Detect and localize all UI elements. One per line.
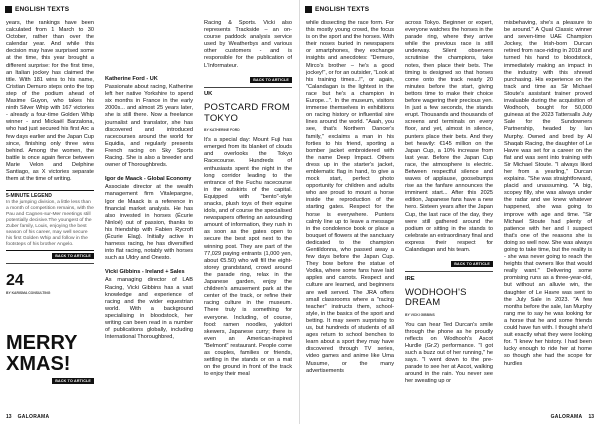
back-to-article-button[interactable]: BACK TO ARTICLE: [451, 261, 493, 267]
contributor-name: Igor de Maack - Global Economy: [105, 176, 192, 183]
article-body: [204, 20, 292, 70]
header-square-icon: [305, 6, 312, 13]
page-number-large: 24: [6, 271, 24, 289]
paragraph: Racing & Sports. Vicki also represents Trackside – an on-course paddock analysis service used by Weatherbys and various other customers - and is responsible for the publication of L'Informateur.: [204, 20, 292, 69]
merry-xmas-heading: MERRY XMAS!: [6, 331, 78, 375]
page-footer: [551, 414, 594, 420]
divider: [204, 87, 292, 88]
header-square-icon: [5, 6, 12, 13]
article-title: POSTCARD FROM TOKYO: [204, 102, 290, 124]
magazine-brand: GALORAMA: [550, 414, 583, 420]
legend-title: 5-MINUTE LEGEND: [6, 193, 52, 200]
divider: [6, 263, 94, 264]
article-body: [405, 322, 493, 386]
magazine-brand: GALORAMA: [17, 414, 50, 420]
region-tag: IRE: [405, 275, 415, 282]
section-header: [5, 5, 69, 14]
contributor-bio: Passionate about racing, Katherine left her native Yorkshire to spend six months in France in the early 2000s... and almost 25 years later, she is still there. Now a freelance journalist and translator, she has discovered and introduced racecourses around the world for Equidia, and regularly presents French racing on Sky Sports Racing. She is also a breeder and owner of Thoroughbreds.: [105, 84, 193, 169]
divider: [405, 271, 493, 272]
byline: BY KARISMA CONSULTING: [6, 290, 51, 295]
back-to-article-button[interactable]: BACK TO ARTICLE: [250, 77, 292, 83]
region-tag: UK: [204, 91, 213, 98]
contributor-bio: As managing director of LAB Racing, Vicki Gibbins has a vast knowledge and experience of racing and the wider equestrian world. With a background specialising in bloodstock, her writing can been read in a number of publications globally, including International Thoroughbred,: [105, 277, 193, 341]
contributor-name: Vicki Gibbins - Ireland + Sales: [105, 269, 185, 276]
section-header-title: ENGLISH TEXTS: [15, 6, 70, 13]
page-number: 13: [6, 414, 12, 420]
page-number: 13: [588, 414, 594, 420]
page-footer: [6, 414, 49, 420]
article-body: [204, 137, 292, 378]
right-page: [300, 0, 600, 424]
paragraph: You can hear Ted Durcan's smile through the phone as he proudly reflects on Wodhooh's Ascot Hurdle (Gr.2) performance. "I got such a buzz out of her running," he says. "I went down to the pre-parade to see her at Ascot, walking around in the rain. You never see her sweating up or: [405, 321, 493, 385]
right-column-3: [504, 20, 592, 404]
left-column-1: [6, 20, 94, 404]
section-header-title: ENGLISH TEXTS: [315, 6, 370, 13]
right-column-1: [306, 20, 394, 404]
left-column-3: [204, 20, 292, 404]
article-body: [504, 20, 592, 368]
back-to-article-button[interactable]: BACK TO ARTICLE: [52, 253, 94, 259]
right-column-2: [405, 20, 493, 404]
paragraph: It's a special day: Mount Fuji has emerged from its blanket of clouds and overlooks the Tokyo Racecourse. Hundreds of enthusiasts spent the night in the long corridor leading to the entrance of the Fuchu racecourse in the outskirts of the capital. Equipped with "bento"-style snacks, plush toys of their equine idols, and of course the specialised newspapers offering an astounding amount of information, they rush in as soon as the gates open to secure the best spot next to the winning post. They are part of the 77,029 paying entrants (1,000 yen, about €5.50) who will fill the eight-storey grandstand, crowd around the parade ring, relax in the Japanese garden, enjoy the children's amusement park at the center of the track, or refine their racing culture in the museum. There truly is something for everyone. Including, of course, food: ramen noodles, yakitori skewers, Japanese curry; there is even an American-inspired "Belmont" restaurant. People come as couples, families or friends, settling in the stands or on a mat on the ground in front of the track to enjoy their meal: [204, 137, 292, 378]
paragraph: while dissecting the race form. For this mostly young crowd, the focus is on the sport and the horses. With their noses buried in newspapers or smartphones, they exchange insights and anecdotes: "Demuro, Mirco's brother – he's a good jockey!", or for an outsider, "Look at his training times...!", or again, "Calandagan is the lightest in the race but he's a champion in Europe...". In the museum, visitors immerse themselves in exhibitions on racing history or influential sire lines around the world. "Aaah, you see, that's Northern Dancer's family," exclaims a man in his forties to his friend, sporting a bomber jacket embroidered with the name Deep Impact. Others dress up in the starter's jacket, emblematic flag in hand, to give a mock start, perfect photo opportunity for children and adults who are proud to mount a horse inside the reproduction of the starting gates. Respect for the horse is everywhere. Punters calmly line up to leave a message in the condolence book or place a bouquet of flowers at the sanctuary dedicated to the champion Gentildonna, who passed away a few days before the Japan Cup. They bow before the statue of Vodka, where some fans have laid apples and carrots. Respect and culture are learned, and beginners are well served. The JRA offers small classrooms where a "racing teacher" instructs them, school-style, in the basics of the sport and betting. It may seem surprising to us, but hundreds of students of all ages return to school benches to learn about a sport they may have discovered through TV series, video games and anime like Uma Musume, or the many advertisements: [306, 20, 394, 374]
paragraph: misbehaving, she's a pleasure to be around." A Qual Classic winner and seven-time UAE Champion Jockey, the Irish-born Durcan retired from race-riding in 2018 and turned his hand to bloodstock, immediately making an impact in the industry with this shrewd purchasing. His experience on the track and time as Sir Michael Stoute's assistant trainer proved invaluable during the acquisition of Wodhooh, bought for 50,000 guineas at the 2023 Tattersalls July Sale for the Sundowners Partnership, headed by Ian Murphy. Owned and bred by Al Shaqab Racing, the daughter of Le Havre was set for a career on the flat and was sent into training with Sir Michael Stoute. "I always liked her from a yearling," Durcan explains. "She was straightforward, placid and unassuming. "A big, scopey filly, she was always under the radar and we knew whatever happened, she was going to improve with age and time. "Sir Michael Stoute had plenty of patience with her and I suspect that's one of the reasons she is doing so well now. She was always going to take time, but the reality is - she was never going to reach the heights that owners like that would really want." Delivering some promising runs as a three-year-old, but without an alluvie win, the daughter of Le Havre was sent to the July Sale in 2023. "A few months before the sale, Ian Murphy rang me to say he was looking for a horse that he and some friends could have fun with. I thought she'd suit exactly what they were looking for. "I knew her history. I had been lucky enough to ride her at home so though she had the scope for hurdles: [504, 20, 592, 367]
byline: BY KATHERINE FORD: [204, 128, 240, 133]
back-to-article-button[interactable]: BACK TO ARTICLE: [52, 378, 94, 384]
contributor-name: Katherine Ford - UK: [105, 76, 158, 82]
contributor-bio: Associate director at the wealth management firm Vitalepargne, Igor de Maack is a reference in financial market analysis. He has also invested in horses (Écurie Ninloé) out of passion, thanks to his friendship with Fabien Rycroft (Écurie Elag). Initially active in harness racing, he has diversified into flat racing, notably with horses such as Uldry and Onesto.: [105, 184, 193, 262]
contributors-list: [105, 20, 193, 341]
left-column-2: [105, 20, 193, 404]
article-body: [405, 20, 493, 254]
article-title: WODHOOH'S DREAM: [405, 286, 467, 309]
byline: BY VICKI GIBBINS: [405, 312, 435, 317]
article-body: [6, 20, 94, 183]
article-body: [306, 20, 394, 375]
legend-text: In the jumping division, a little less than a month of competition remains, with the Pau and Cagnes-sur-Mer meetings still potentially decisive.The youngest of the Zuber family, Louis, enjoying the best season of his career, may well secure his first Golden Whip and follow in the footsteps of his brother Angelo.: [6, 200, 94, 247]
paragraph: years, the rankings have been calculated from 1 March to 30 October, rather than over the calendar year. And while this decision may have surprised some at the time, this year brought a different surprise: for the first time, an Italian jockey has claimed the title. With 181 wins to his name, Cristian Demuro steps onto the top step of the podium ahead of Maxime Guyon, who takes his ninth Silver Whip with 167 victories - already a four-time Golden Whip winner - and Mickaël Barzalona, who had just secured his first Arc a few days earlier and the Japan Cup since, finishing only three wins behind. Among the women, the battle is once again fierce between Marie Velon and Delphine Santiago, as X victories separate them at the time of writing.: [6, 20, 94, 183]
legend-box: [6, 190, 94, 251]
section-header: [305, 5, 369, 14]
paragraph: across Tokyo. Beginner or expert, everyone watches the horses in the parade ring, where they arrive while the previous race is still underway. Silent observers scrutinise the champions, take notes, then place their bets. The timing is designed so that horses come onto the track nearly 20 minutes before the start, giving bettors time to make their choice before wagering their precious yen. In just a few seconds, the stands erupt. Thousands and thousands of screens and terminals on every floor, and yet, almost in silence, punters place their bets. And they bet heavily: €145 million on the Japan Cup, a 10% increase from last year. Before the Japan Cup race, the atmosphere is electric. Between respectful silence and waves of applause, goosebumps rise as the fanfare announces the imminent start... After this 2025 edition, Japanese fans have a new hero. Sixteen years after the Japan Cup, the last race of the day, they were still gathered around the podium or sitting in the stands to celebrate an extraordinary final and express their respect for Calandagan and his team.: [405, 20, 493, 253]
